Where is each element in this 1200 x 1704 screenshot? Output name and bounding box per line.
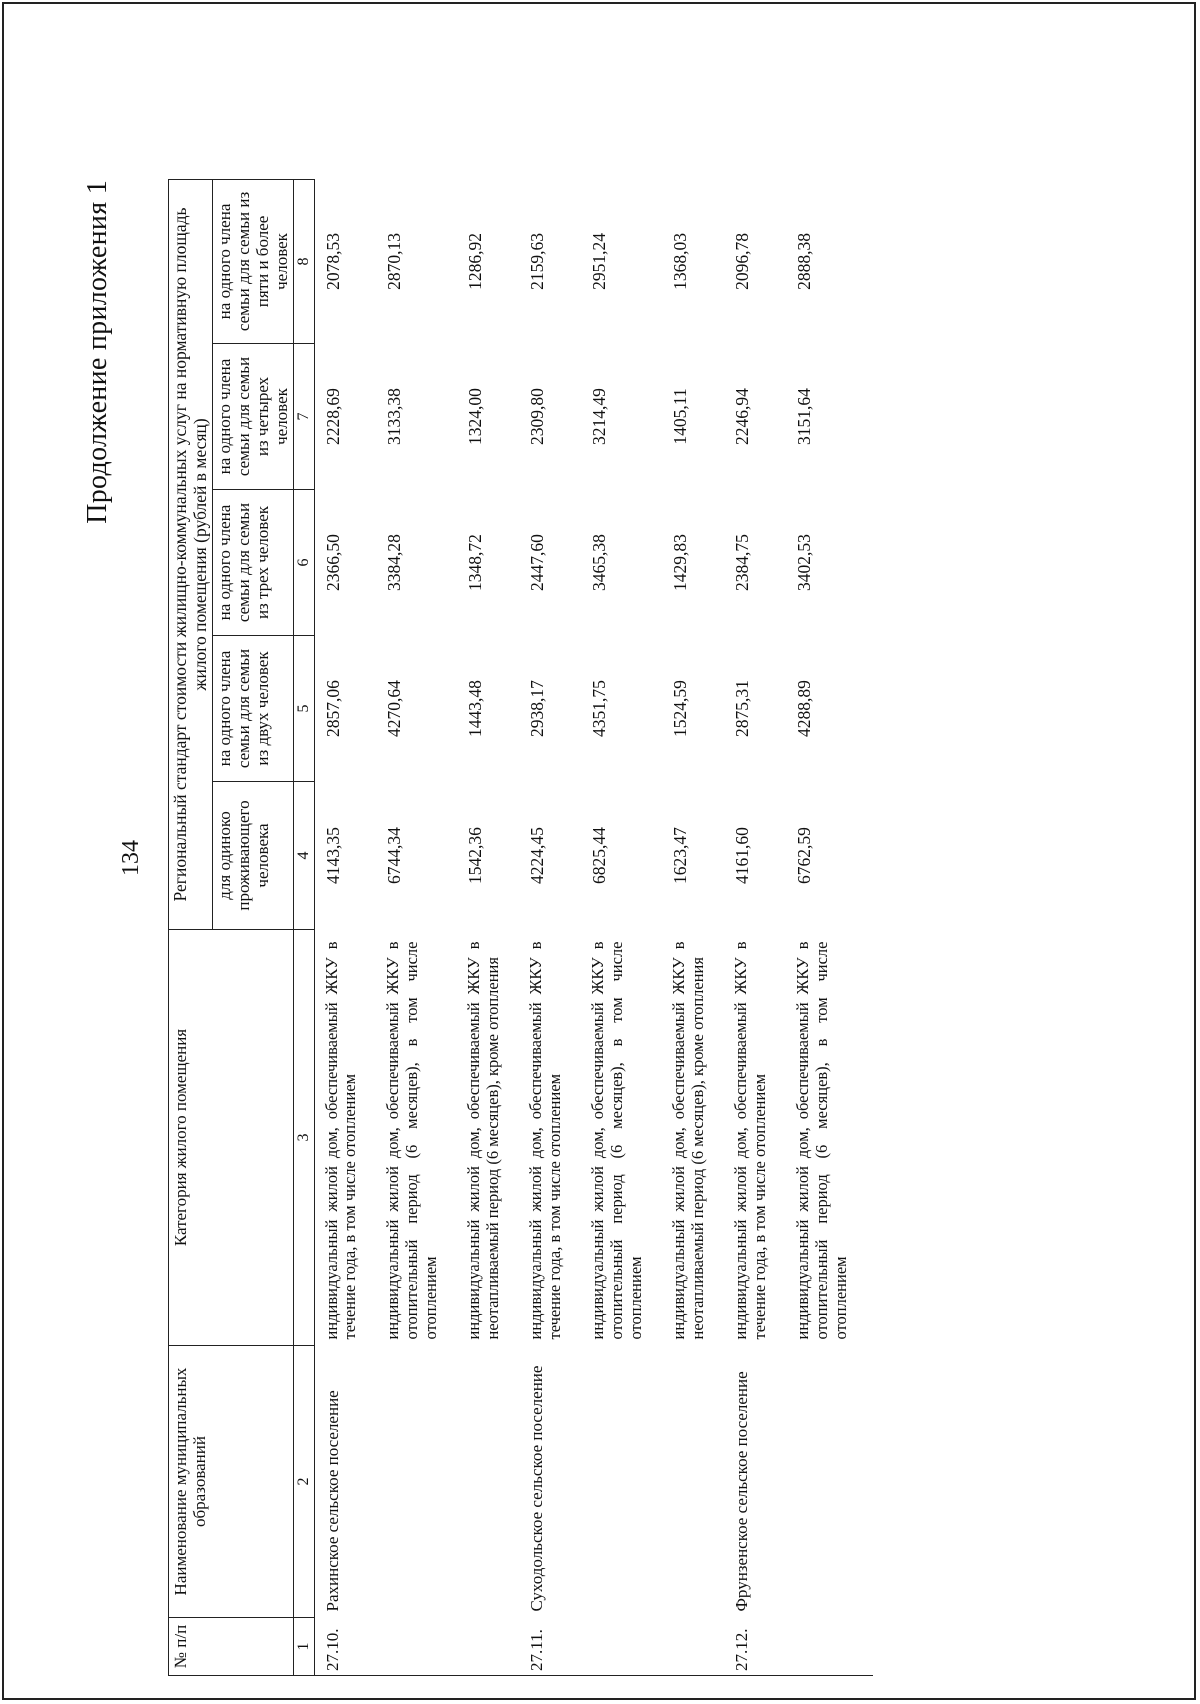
housing-category: индивидуальный жилой дом, обеспечиваемый ЖКУ в неотапливаемый период (6 месяцев), кроме отопления xyxy=(464,941,503,1340)
value-five-plus-persons: 2870,13 xyxy=(384,233,405,290)
value-single: 6744,34 xyxy=(384,827,405,884)
row-number: 27.10. xyxy=(314,1618,382,1676)
value-two-persons: 4351,75 xyxy=(589,680,610,737)
document-title: Продолжение приложения 1 xyxy=(82,180,113,524)
header-five-plus-persons: на одного члена семьи для семьи из пяти и более человек xyxy=(213,179,294,343)
header-four-persons: на одного члена семьи для семьи из четырех человек xyxy=(213,344,294,490)
value-four-persons: 1324,00 xyxy=(465,388,486,445)
column-number: 4 xyxy=(294,782,314,930)
table-row xyxy=(792,179,873,1675)
column-number: 6 xyxy=(294,490,314,636)
row-number xyxy=(792,1618,873,1676)
header-municipality: Наименование муниципальных образований xyxy=(169,1346,294,1618)
housing-category: индивидуальный жилой дом, обеспечиваемый ЖКУ в отопительный период (6 месяцев), в том числе отоплением xyxy=(588,941,646,1340)
value-five-plus-persons: 1286,92 xyxy=(465,233,486,290)
municipality-name xyxy=(792,1346,873,1618)
value-five-plus-persons: 2159,63 xyxy=(527,233,548,290)
value-two-persons: 2875,31 xyxy=(732,680,753,737)
value-single: 6762,59 xyxy=(794,827,814,884)
column-number: 5 xyxy=(294,636,314,782)
value-three-persons: 2366,50 xyxy=(322,534,343,591)
housing-category: индивидуальный жилой дом, обеспечиваемый ЖКУ в отопительный период (6 месяцев), в том числе отоплением xyxy=(383,941,441,1340)
column-number: 2 xyxy=(294,1346,314,1618)
value-two-persons: 2857,06 xyxy=(322,680,343,737)
value-two-persons: 2938,17 xyxy=(527,680,548,737)
value-four-persons: 2309,80 xyxy=(527,388,548,445)
value-three-persons: 2447,60 xyxy=(527,534,548,591)
page-number: 134 xyxy=(118,840,144,876)
value-four-persons: 1405,11 xyxy=(670,388,691,445)
header-two-persons: на одного члена семьи для семьи из двух человек xyxy=(213,636,294,782)
table-row xyxy=(587,179,668,1675)
value-three-persons: 1429,83 xyxy=(670,534,691,591)
row-number: 27.12. xyxy=(730,1618,792,1676)
housing-category: индивидуальный жилой дом, обеспечиваемый ЖКУ в течение года, в том числе отоплением xyxy=(731,941,770,1340)
value-four-persons: 2228,69 xyxy=(322,388,343,445)
value-single: 4161,60 xyxy=(732,827,753,884)
header-number: № п/п xyxy=(169,1618,294,1676)
municipality-name: Фрунзенское сельское поселение xyxy=(732,1371,752,1612)
housing-category: индивидуальный жилой дом, обеспечиваемый ЖКУ в течение года, в том числе отоплением xyxy=(526,941,565,1340)
table-row xyxy=(463,179,525,1675)
value-four-persons: 3214,49 xyxy=(589,388,610,445)
row-number: 27.11. xyxy=(525,1618,587,1676)
table-row xyxy=(730,179,792,1675)
header-single: для одиноко проживающего человека xyxy=(213,782,294,930)
tariff-table xyxy=(168,179,873,1676)
column-number: 8 xyxy=(294,179,314,343)
housing-category: индивидуальный жилой дом, обеспечиваемый ЖКУ в неотапливаемый период (6 месяцев), кроме отопления xyxy=(669,941,708,1340)
municipality-name xyxy=(668,1346,730,1618)
column-number: 3 xyxy=(294,930,314,1346)
value-five-plus-persons: 1368,03 xyxy=(670,233,691,290)
municipality-name xyxy=(382,1346,463,1618)
row-number xyxy=(587,1618,668,1676)
municipality-name xyxy=(463,1346,525,1618)
value-single: 1542,36 xyxy=(465,827,486,884)
row-number xyxy=(463,1618,525,1676)
value-two-persons: 1524,59 xyxy=(670,680,691,737)
column-number: 1 xyxy=(294,1618,314,1676)
value-five-plus-persons: 2096,78 xyxy=(732,233,753,290)
table-row xyxy=(314,179,382,1675)
value-single: 6825,44 xyxy=(589,827,610,884)
row-number xyxy=(382,1618,463,1676)
value-four-persons: 3151,64 xyxy=(794,388,814,445)
header-regional-standard: Региональный стандарт стоимости жилищно-коммунальных услуг на нормативную площадь жилого помещения (рублей в месяц) xyxy=(169,179,213,929)
table-row xyxy=(382,179,463,1675)
value-single: 4224,45 xyxy=(527,827,548,884)
value-three-persons: 3384,28 xyxy=(384,534,405,591)
housing-category: индивидуальный жилой дом, обеспечиваемый ЖКУ в отопительный период (6 месяцев), в том числе отоплением xyxy=(793,941,850,1340)
value-two-persons: 4270,64 xyxy=(384,680,405,737)
value-five-plus-persons: 2951,24 xyxy=(589,233,610,290)
value-single: 1623,47 xyxy=(670,827,691,884)
value-five-plus-persons: 2888,38 xyxy=(794,233,814,290)
table-row xyxy=(525,179,587,1675)
value-four-persons: 3133,38 xyxy=(384,388,405,445)
table-row xyxy=(668,179,730,1675)
value-two-persons: 4288,89 xyxy=(794,680,814,737)
header-three-persons: на одного члена семьи для семьи из трех человек xyxy=(213,490,294,636)
value-single: 4143,35 xyxy=(322,827,343,884)
header-category: Категория жилого помещения xyxy=(169,930,294,1346)
municipality-name: Суходольское сельское поселение xyxy=(527,1365,547,1612)
value-four-persons: 2246,94 xyxy=(732,388,753,445)
value-three-persons: 1348,72 xyxy=(465,534,486,591)
column-number: 7 xyxy=(294,344,314,490)
row-number xyxy=(668,1618,730,1676)
municipality-name: Рахинское сельское поселение xyxy=(322,1390,342,1612)
value-three-persons: 3402,53 xyxy=(794,534,814,591)
value-five-plus-persons: 2078,53 xyxy=(322,233,343,290)
housing-category: индивидуальный жилой дом, обеспечиваемый ЖКУ в течение года, в том числе отоплением xyxy=(321,941,360,1340)
value-two-persons: 1443,48 xyxy=(465,680,486,737)
municipality-name xyxy=(587,1346,668,1618)
value-three-persons: 3465,38 xyxy=(589,534,610,591)
value-three-persons: 2384,75 xyxy=(732,534,753,591)
